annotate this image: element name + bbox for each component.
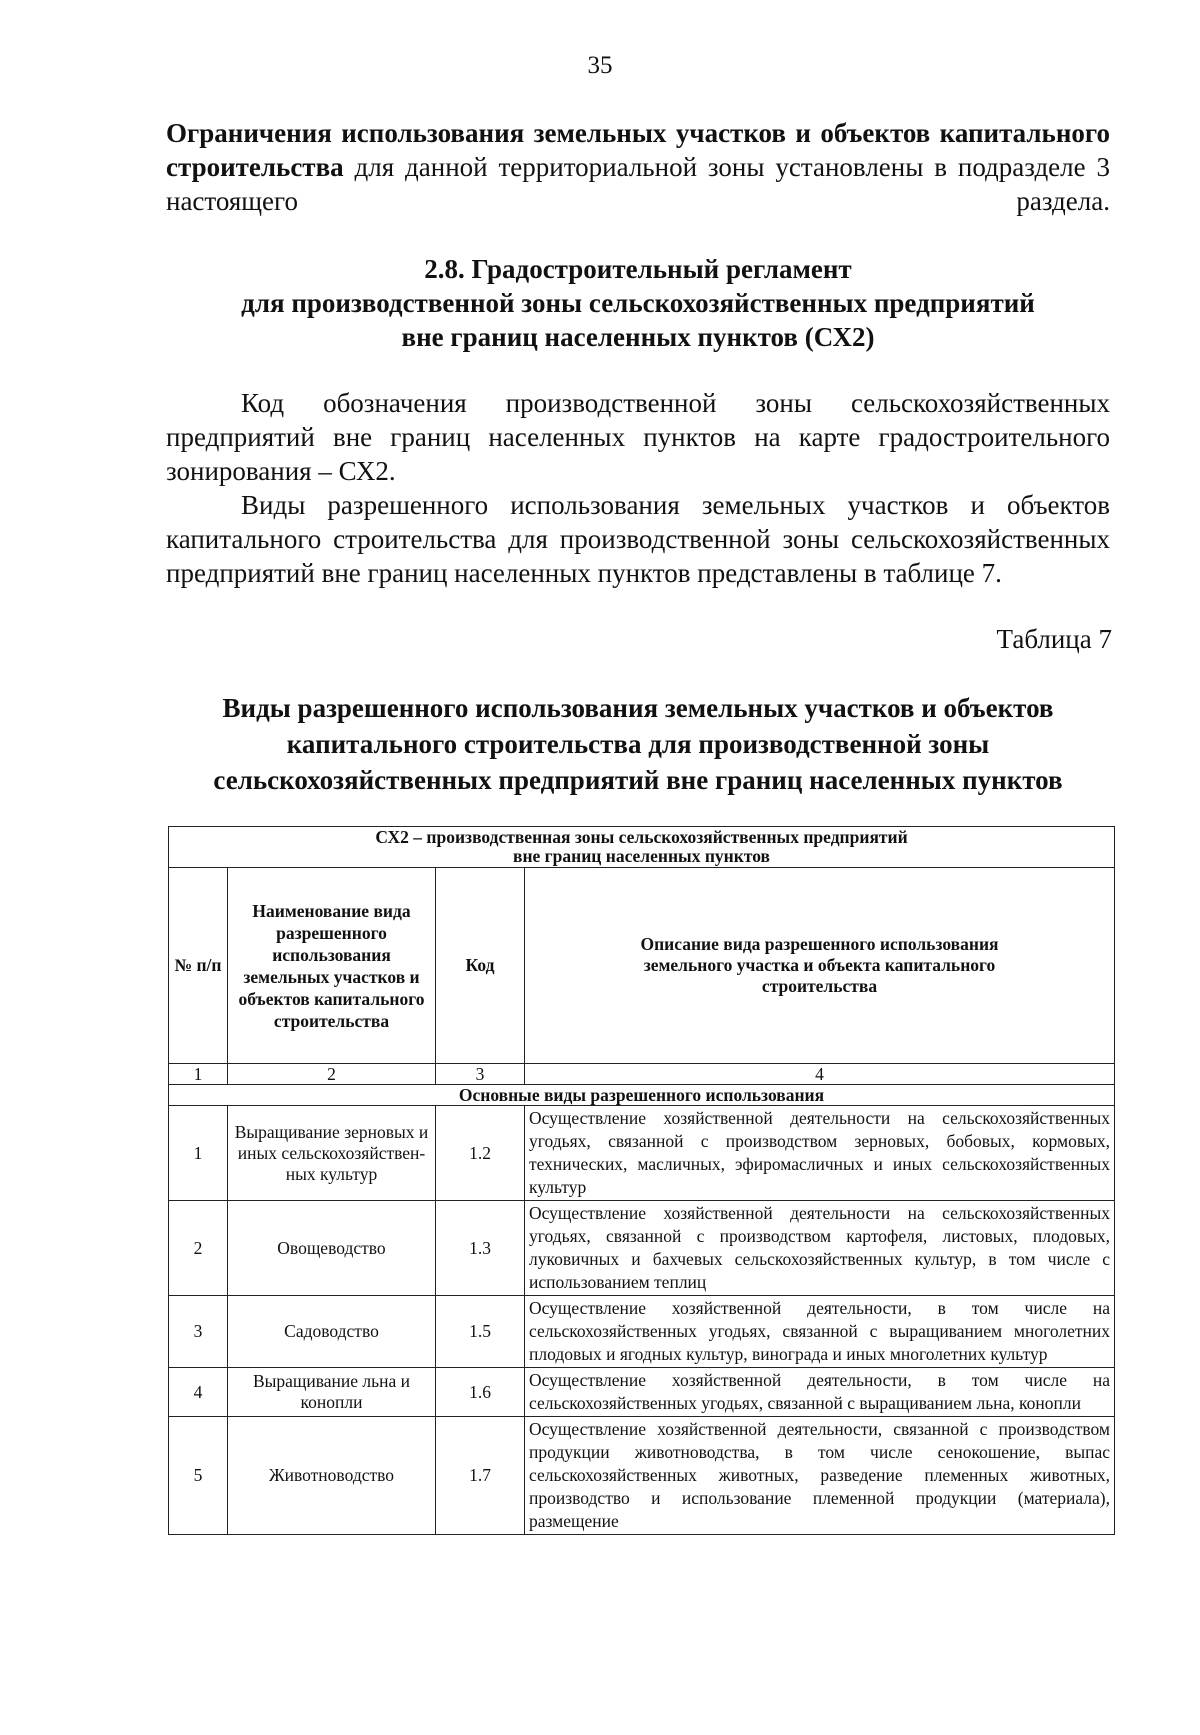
section-heading-line1: 2.8. Градостроительный регламент — [424, 254, 852, 284]
table-row — [169, 1106, 1115, 1201]
row-name: Садоводство — [228, 1296, 436, 1368]
row-code: 1.7 — [436, 1417, 525, 1535]
table-row — [169, 1201, 1115, 1296]
row-description: Осуществление хозяйственной деятельности на сельскохозяйственных угодьях, связанной с производством картофеля, листовых, плодовых, луковичных и бахчевых сельскохозяйственных культур, в том числе с использованием теплиц — [525, 1201, 1115, 1296]
paragraph-zone-code: Код обозначения производственной зоны сельскохозяйственных предприятий вне границ населенных пунктов на карте градостроительного зонирования – СХ2. — [166, 388, 1110, 486]
intro-rest: для данной территориальной зоны установлены в подразделе 3 настоящего раздела. — [166, 152, 1110, 216]
col-number: 4 — [525, 1064, 1115, 1085]
row-name: Выращивание зерновых и иных сельскохозяйствен-ных культур — [228, 1106, 436, 1201]
section-row — [169, 1085, 1115, 1106]
page-number: 35 — [587, 52, 613, 79]
row-code: 1.3 — [436, 1201, 525, 1296]
col-number: 2 — [228, 1064, 436, 1085]
col-header-name: Наименование вида разрешенного использования земельных участков и объектов капитального строительства — [228, 868, 436, 1064]
zone-header-line1: СХ2 – производственная зоны сельскохозяйственных предприятий — [375, 827, 908, 847]
table-title-line3: сельскохозяйственных предприятий вне границ населенных пунктов — [213, 765, 1063, 795]
row-description: Осуществление хозяйственной деятельности, в том числе на сельскохозяйственных угодьях, связанной с выращиванием многолетних плодовых и ягодных культур, винограда и иных многолетних культур — [525, 1296, 1115, 1368]
row-code: 1.5 — [436, 1296, 525, 1368]
row-name: Выращивание льна и конопли — [228, 1368, 436, 1417]
zone-header-cell — [169, 827, 1115, 868]
intro-bold: Ограничения использования земельных участков и объектов капитального строительства — [166, 118, 1110, 182]
section-label: Основные виды разрешенного использования — [169, 1085, 1115, 1106]
row-description: Осуществление хозяйственной деятельности, связанной с производством продукции животноводства, в том числе сенокошение, выпас сельскохозяйственных животных, разведение племенных животных, производство и использование племенной продукции (материала), размещение — [525, 1417, 1115, 1535]
table-title — [166, 690, 1110, 798]
table-row — [169, 1296, 1115, 1368]
section-heading-line2: для производственной зоны сельскохозяйственных предприятий — [241, 288, 1035, 318]
column-number-row — [169, 1064, 1115, 1085]
permitted-uses-table — [168, 826, 1115, 1535]
table-title-line1: Виды разрешенного использования земельных участков и объектов — [222, 693, 1054, 723]
row-description: Осуществление хозяйственной деятельности на сельскохозяйственных угодьях, связанной с производством зерновых, бобовых, кормовых, технических, масличных, эфиромасличных и иных сельскохозяйственных культур — [525, 1106, 1115, 1201]
zone-header-line2: вне границ населенных пунктов — [513, 846, 770, 866]
col-number: 1 — [169, 1064, 228, 1085]
paragraph-permitted-uses: Виды разрешенного использования земельных участков и объектов капитального строительства для производственной зоны сельскохозяйственных предприятий вне границ населенных пунктов представлены в таблице 7. — [166, 490, 1110, 588]
row-num: 5 — [169, 1417, 228, 1535]
row-num: 4 — [169, 1368, 228, 1417]
table-caption: Таблица 7 — [996, 624, 1112, 654]
col-header-num: № п/п — [169, 868, 228, 1064]
table-row — [169, 1417, 1115, 1535]
row-code: 1.2 — [436, 1106, 525, 1201]
col-header-code: Код — [436, 868, 525, 1064]
column-header-row — [169, 868, 1115, 1064]
row-num: 2 — [169, 1201, 228, 1296]
row-description: Осуществление хозяйственной деятельности, в том числе на сельскохозяйственных угодьях, связанной с выращиванием льна, конопли — [525, 1368, 1115, 1417]
row-name: Овощеводство — [228, 1201, 436, 1296]
intro-paragraph — [166, 116, 1110, 218]
table-row — [169, 1368, 1115, 1417]
row-num: 3 — [169, 1296, 228, 1368]
row-name: Животноводство — [228, 1417, 436, 1535]
row-code: 1.6 — [436, 1368, 525, 1417]
zone-header-row — [169, 827, 1115, 868]
row-num: 1 — [169, 1106, 228, 1201]
col-number: 3 — [436, 1064, 525, 1085]
col-header-description: Описание вида разрешенного использования земельного участка и объекта капитального строительства — [525, 868, 1115, 1064]
table-title-line2: капитального строительства для производственной зоны — [286, 729, 990, 759]
section-heading-line3: вне границ населенных пунктов (СХ2) — [401, 322, 875, 352]
